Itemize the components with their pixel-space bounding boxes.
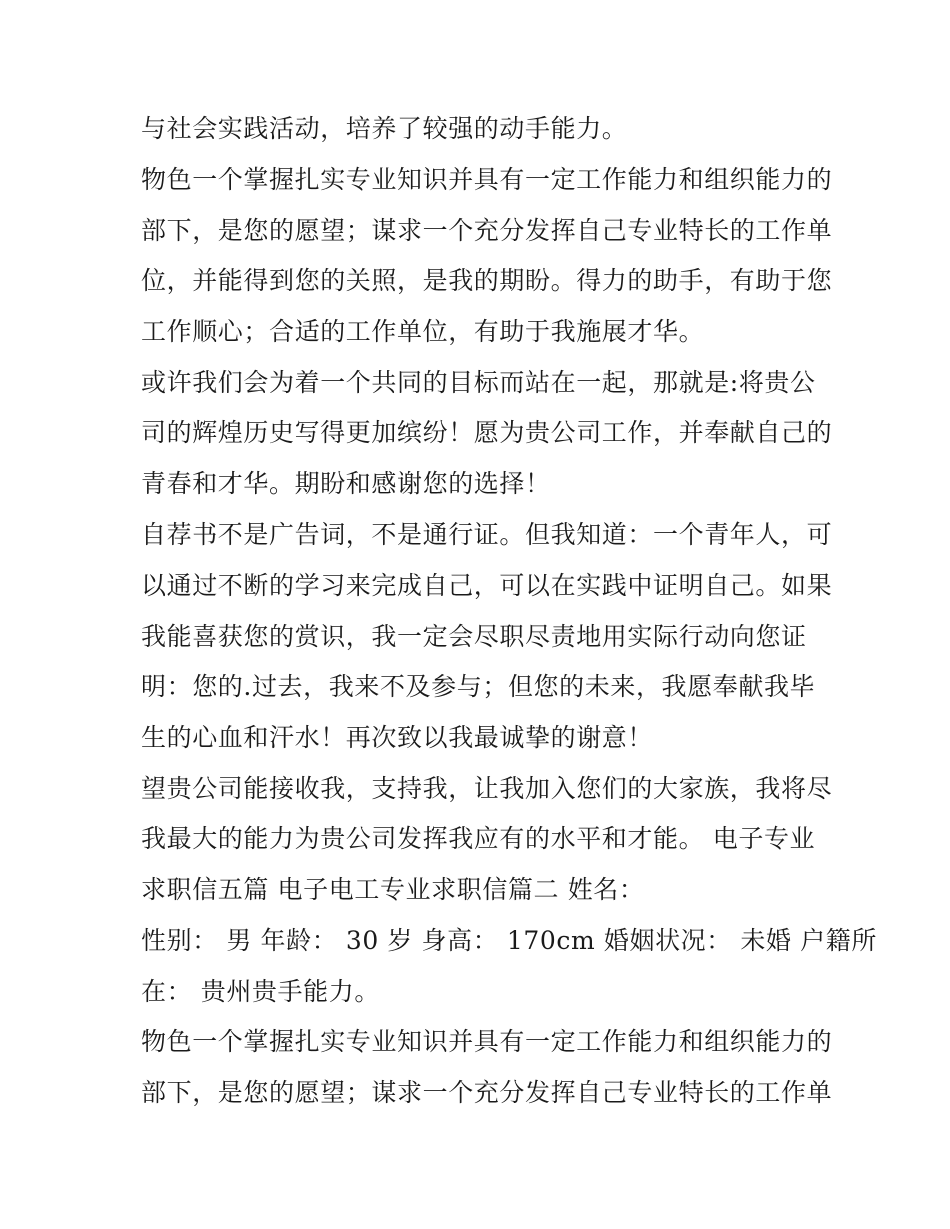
paragraph-line: 明：您的.过去，我来不及参与；但您的未来，我愿奉献我毕	[141, 672, 816, 701]
paragraph-line: 望贵公司能接收我，支持我，让我加入您们的大家族，我将尽	[141, 774, 833, 803]
paragraph-line: 司的辉煌历史写得更加缤纷！愿为贵公司工作，并奉献自己的	[141, 418, 833, 447]
paragraph-line: 在： 贵州贵手能力。	[141, 977, 380, 1006]
paragraph-line: 自荐书不是广告词，不是通行证。但我知道：一个青年人，可	[141, 520, 833, 549]
paragraph-line: 工作顺心；合适的工作单位，有助于我施展才华。	[141, 317, 705, 346]
paragraph-line: 物色一个掌握扎实专业知识并具有一定工作能力和组织能力的	[141, 165, 833, 194]
paragraph-line: 与社会实践活动，培养了较强的动手能力。	[141, 114, 628, 143]
paragraph-line: 我最大的能力为贵公司发挥我应有的水平和才能。 电子专业	[141, 824, 816, 853]
paragraph-line: 部下，是您的愿望；谋求一个充分发挥自己专业特长的工作单	[141, 216, 833, 245]
paragraph-line: 物色一个掌握扎实专业知识并具有一定工作能力和组织能力的	[141, 1027, 833, 1056]
paragraph-line: 以通过不断的学习来完成自己，可以在实践中证明自己。如果	[141, 571, 833, 600]
paragraph-line: 生的心血和汗水！再次致以我最诚挚的谢意！	[141, 723, 654, 752]
paragraph-line: 求职信五篇 电子电工专业求职信篇二 姓名：	[141, 875, 645, 904]
paragraph-line: 我能喜获您的赏识，我一定会尽职尽责地用实际行动向您证	[141, 622, 807, 651]
paragraph-line: 青春和才华。期盼和感谢您的选择！	[141, 469, 551, 498]
paragraph-line: 位，并能得到您的关照，是我的期盼。得力的助手，有助于您	[141, 266, 833, 295]
paragraph-line: 性别： 男 年龄： 30 岁 身高： 170cm 婚姻状况： 未婚 户籍所	[141, 926, 877, 955]
paragraph-line: 或许我们会为着一个共同的目标而站在一起，那就是:将贵公	[141, 368, 816, 397]
paragraph-line: 部下，是您的愿望；谋求一个充分发挥自己专业特长的工作单	[141, 1078, 833, 1107]
